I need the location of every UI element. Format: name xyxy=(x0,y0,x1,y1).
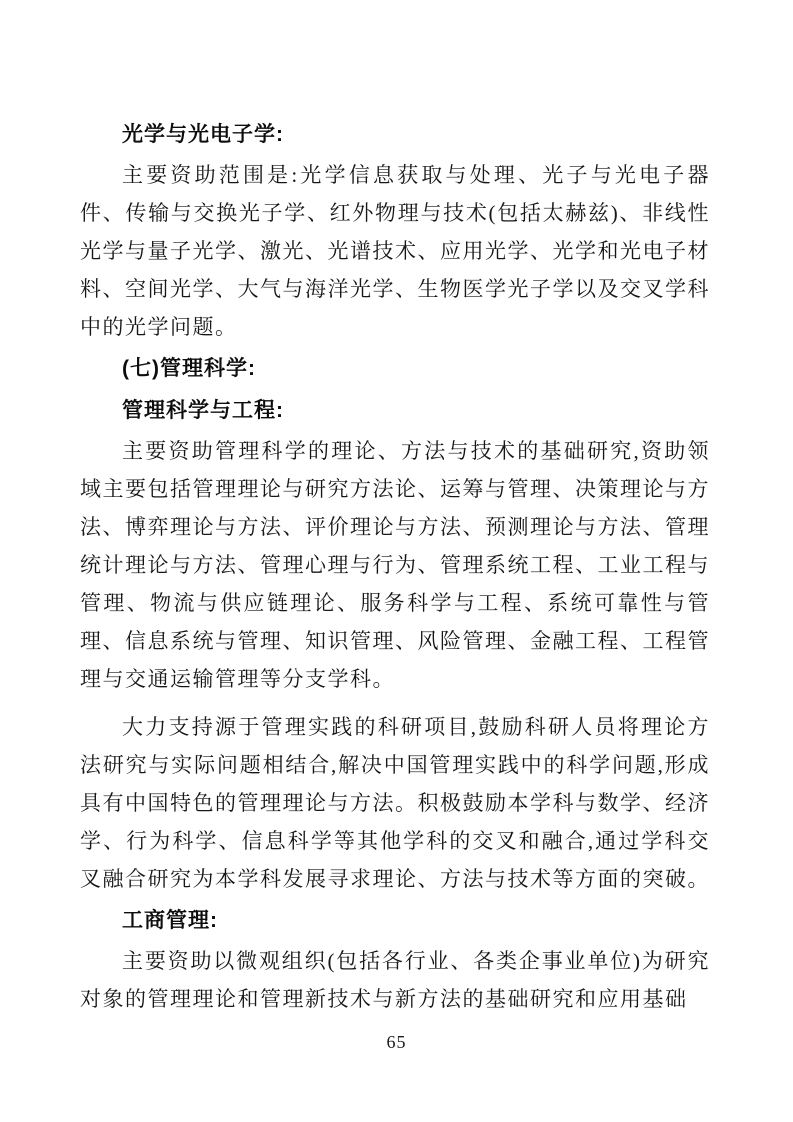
document-body xyxy=(80,112,710,1018)
body-paragraph: 主要资助以微观组织(包括各行业、各类企事业单位)为研究对象的管理理论和管理新技术与新方法的基础研究和应用基础 xyxy=(80,949,710,1011)
page-footer xyxy=(0,1032,793,1053)
section-heading: (七)管理科学: xyxy=(122,357,256,380)
body-paragraph: 主要资助管理科学的理论、方法与技术的基础研究,资助领域主要包括管理理论与研究方法论、运筹与管理、决策理论与方法、博弈理论与方法、评价理论与方法、预测理论与方法、管理统计理论与方法、管理心理与行为、管理系统工程、工业工程与管理、物流与供应链理论、服务科学与工程、系统可靠性与管理、信息系统与管理、知识管理、风险管理、金融工程、工程管理与交通运输管理等分支学科。 xyxy=(80,439,710,691)
body-paragraph: 主要资助范围是:光学信息获取与处理、光子与光电子器件、传输与交换光子学、红外物理与技术(包括太赫兹)、非线性光学与量子光学、激光、光谱技术、应用光学、光学和光电子材料、空间光学、大气与海洋光学、生物医学光子学以及交叉学科中的光学问题。 xyxy=(80,163,710,339)
page-number: 65 xyxy=(386,1032,407,1052)
section-heading: 光学与光电子学: xyxy=(122,123,284,146)
section-heading: 工商管理: xyxy=(122,909,218,932)
section-heading: 管理科学与工程: xyxy=(122,399,284,422)
body-paragraph: 大力支持源于管理实践的科研项目,鼓励科研人员将理论方法研究与实际问题相结合,解决中国管理实践中的科学问题,形成具有中国特色的管理理论与方法。积极鼓励本学科与数学、经济学、行为科学、信息科学等其他学科的交叉和融合,通过学科交叉融合研究为本学科发展寻求理论、方法与技术等方面的突破。 xyxy=(80,715,710,891)
